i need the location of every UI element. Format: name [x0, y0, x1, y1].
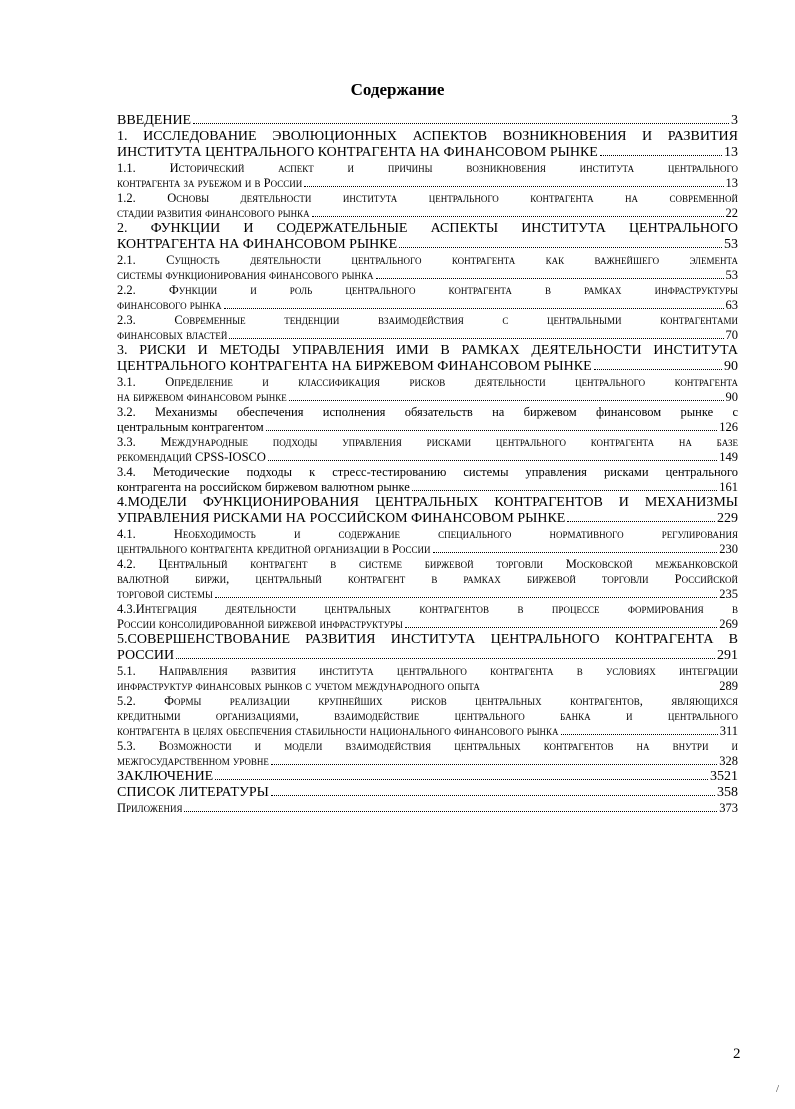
toc-entry-page: 373 — [719, 801, 738, 815]
toc-leader-dots — [224, 307, 724, 309]
toc-leader-dots — [289, 399, 724, 401]
toc-entry-line: 5.3. Возможности и модели взаимодействия центральных контрагентов на внутри и — [117, 739, 738, 753]
table-of-contents — [117, 113, 738, 816]
toc-entry[interactable] — [117, 129, 738, 161]
toc-leader-dots — [399, 246, 722, 248]
toc-entry[interactable] — [117, 739, 738, 769]
toc-entry-title: ИНСТИТУТА ЦЕНТРАЛЬНОГО КОНТРАГЕНТА НА ФИНАНСОВОМ РЫНКЕ — [117, 145, 598, 160]
toc-entry-page: 3 — [731, 113, 738, 128]
toc-entry-title: системы функционирования финансового рынка — [117, 268, 374, 282]
toc-entry-line: 4.МОДЕЛИ ФУНКЦИОНИРОВАНИЯ ЦЕНТРАЛЬНЫХ КОНТРАГЕНТОВ И МЕХАНИЗМЫ — [117, 495, 738, 510]
toc-entry[interactable] — [117, 253, 738, 283]
toc-entry-page: 291 — [717, 648, 738, 663]
toc-entry-line: валютной биржи, центральный контрагент в рамках биржевой торговли Российской — [117, 572, 738, 586]
toc-entry-line: 1.2. Основы деятельности института центрального контрагента на современной — [117, 191, 738, 205]
toc-entry-title: УПРАВЛЕНИЯ РИСКАМИ НА РОССИЙСКОМ ФИНАНСОВОМ РЫНКЕ — [117, 511, 566, 526]
toc-entry-page: 289 — [719, 679, 738, 693]
toc-entry-page: 161 — [719, 480, 738, 494]
toc-leader-dots — [433, 551, 718, 553]
toc-entry[interactable] — [117, 694, 738, 739]
toc-entry-title: центрального контрагента кредитной организации в России — [117, 542, 431, 556]
toc-leader-dots — [215, 596, 717, 598]
toc-entry-title: финансового рынка — [117, 298, 222, 312]
toc-leader-dots — [405, 626, 717, 628]
toc-leader-dots — [312, 215, 724, 217]
toc-leader-dots — [271, 763, 717, 765]
toc-entry[interactable] — [117, 557, 738, 602]
toc-leader-dots — [215, 778, 708, 780]
toc-entry-title: России консолидированной биржевой инфраструктуры — [117, 617, 403, 631]
toc-entry-title: ЦЕНТРАЛЬНОГО КОНТРАГЕНТА НА БИРЖЕВОМ ФИНАНСОВОМ РЫНКЕ — [117, 359, 592, 374]
toc-leader-dots — [561, 733, 718, 735]
toc-leader-dots — [176, 657, 715, 659]
toc-entry-title: контрагента на российском биржевом валютном рынке — [117, 480, 410, 494]
toc-entry[interactable] — [117, 465, 738, 495]
toc-entry-title: Приложения — [117, 801, 183, 815]
page-number: 2 — [733, 1046, 741, 1062]
toc-entry-page: 22 — [725, 206, 738, 220]
toc-entry-page: 90 — [725, 390, 738, 404]
toc-entry-line: 2.1. Сущность деятельности центрального контрагента как важнейшего элемента — [117, 253, 738, 267]
toc-entry[interactable] — [117, 801, 738, 816]
toc-entry-page: 63 — [725, 298, 738, 312]
toc-leader-dots — [268, 459, 717, 461]
toc-entry-line: 5.1. Направления развития института центрального контрагента в условиях интеграции — [117, 664, 738, 678]
toc-leader-dots — [482, 689, 717, 690]
toc-entry-line: 4.1. Необходимость и содержание специального нормативного регулирования — [117, 527, 738, 541]
toc-entry-line: 4.2. Центральный контрагент в системе биржевой торговли Московской межбанковской — [117, 557, 738, 571]
toc-entry-line: 5.СОВЕРШЕНСТВОВАНИЕ РАЗВИТИЯ ИНСТИТУТА ЦЕНТРАЛЬНОГО КОНТРАГЕНТА В — [117, 632, 738, 647]
toc-leader-dots — [271, 794, 715, 796]
toc-entry-title: ВВЕДЕНИЕ — [117, 113, 192, 128]
toc-entry-page: 269 — [719, 617, 738, 631]
toc-entry[interactable] — [117, 602, 738, 632]
toc-entry-page: 70 — [725, 328, 738, 342]
toc-entry[interactable] — [117, 375, 738, 405]
toc-entry-page: 230 — [719, 542, 738, 556]
toc-entry[interactable] — [117, 405, 738, 435]
toc-entry-title: торговой системы — [117, 587, 213, 601]
toc-entry[interactable] — [117, 113, 738, 129]
toc-entry-title: на биржевом финансовом рынке — [117, 390, 287, 404]
toc-entry[interactable] — [117, 283, 738, 313]
toc-entry-title: СПИСОК ЛИТЕРАТУРЫ — [117, 785, 269, 800]
toc-leader-dots — [594, 368, 722, 370]
toc-entry-line: 3.4. Методические подходы к стресс-тестированию системы управления рисками центрального — [117, 465, 738, 479]
page-title: Содержание — [350, 80, 445, 99]
toc-leader-dots — [304, 185, 723, 187]
toc-entry-title: ЗАКЛЮЧЕНИЕ — [117, 769, 214, 784]
toc-entry-title: инфраструктур финансовых рынков с учетом международного опыта — [117, 679, 480, 693]
toc-entry[interactable] — [117, 221, 738, 253]
toc-entry-line: 4.3.Интеграция деятельности центральных контрагентов в процессе формирования в — [117, 602, 738, 616]
toc-leader-dots — [229, 337, 723, 339]
toc-entry-title: финансовых властей — [117, 328, 228, 342]
toc-entry-page: 235 — [719, 587, 738, 601]
toc-entry-page: 311 — [719, 724, 738, 738]
toc-entry[interactable] — [117, 161, 738, 191]
toc-entry-page: 328 — [719, 754, 738, 768]
toc-entry-line: кредитными организациями, взаимодействие центрального банка и центрального — [117, 709, 738, 723]
toc-entry-title: контрагента в целях обеспечения стабильности национального финансового рынка — [117, 724, 559, 738]
toc-entry-page: 126 — [719, 420, 738, 434]
toc-entry-title: контрагента за рубежом и в России — [117, 176, 303, 190]
toc-entry-line: 2.2. Функции и роль центрального контрагента в рамках инфраструктуры — [117, 283, 738, 297]
toc-entry-page: 53 — [724, 237, 738, 252]
toc-entry-page: 3521 — [710, 769, 738, 784]
toc-entry-line: 2.3. Современные тенденции взаимодействия с центральными контрагентами — [117, 313, 738, 327]
toc-entry[interactable] — [117, 191, 738, 221]
toc-entry-line: 3.3. Международные подходы управления рисками центрального контрагента на базе — [117, 435, 738, 449]
toc-entry-page: 229 — [717, 511, 738, 526]
toc-leader-dots — [376, 277, 724, 279]
toc-leader-dots — [266, 429, 718, 431]
toc-entry-page: 358 — [717, 785, 738, 800]
toc-entry[interactable] — [117, 527, 738, 557]
toc-entry-title: КОНТРАГЕНТА НА ФИНАНСОВОМ РЫНКЕ — [117, 237, 398, 252]
toc-entry-line: 3.1. Определение и классификация рисков деятельности центрального контрагента — [117, 375, 738, 389]
toc-entry-line: 3.2. Механизмы обеспечения исполнения обязательств на биржевом финансовом рынке с — [117, 405, 738, 419]
toc-entry-page: 90 — [724, 359, 738, 374]
toc-entry[interactable] — [117, 785, 738, 801]
toc-entry-page: 53 — [725, 268, 738, 282]
corner-mark: / — [776, 1083, 780, 1095]
toc-entry[interactable] — [117, 313, 738, 343]
toc-leader-dots — [184, 810, 717, 812]
toc-entry-title: межгосударственном уровне — [117, 754, 269, 768]
toc-entry-title: центральным контрагентом — [117, 420, 264, 434]
toc-leader-dots — [193, 122, 729, 124]
toc-entry[interactable] — [117, 769, 738, 785]
toc-entry[interactable] — [117, 664, 738, 694]
toc-leader-dots — [600, 154, 722, 156]
toc-entry-line: 1.1. Исторический аспект и причины возникновения института центрального — [117, 161, 738, 175]
toc-leader-dots — [567, 520, 715, 522]
toc-entry-title: стадии развития финансового рынка — [117, 206, 310, 220]
toc-entry-title: рекомендаций CPSS-IOSCO — [117, 450, 266, 464]
toc-entry-line: 2. ФУНКЦИИ И СОДЕРЖАТЕЛЬНЫЕ АСПЕКТЫ ИНСТИТУТА ЦЕНТРАЛЬНОГО — [117, 221, 738, 236]
toc-entry[interactable] — [117, 632, 738, 664]
toc-leader-dots — [412, 489, 717, 491]
toc-entry-page: 13 — [725, 176, 738, 190]
toc-entry-page: 13 — [724, 145, 738, 160]
toc-entry-line: 3. РИСКИ И МЕТОДЫ УПРАВЛЕНИЯ ИМИ В РАМКАХ ДЕЯТЕЛЬНОСТИ ИНСТИТУТА — [117, 343, 738, 358]
toc-entry[interactable] — [117, 343, 738, 375]
toc-entry-line: 5.2. Формы реализации крупнейших рисков центральных контрагентов, являющихся — [117, 694, 738, 708]
toc-entry-title: РОССИИ — [117, 648, 175, 663]
toc-entry-page: 149 — [719, 450, 738, 464]
toc-entry[interactable] — [117, 495, 738, 527]
toc-entry-line: 1. ИССЛЕДОВАНИЕ ЭВОЛЮЦИОННЫХ АСПЕКТОВ ВОЗНИКНОВЕНИЯ И РАЗВИТИЯ — [117, 129, 738, 144]
toc-entry[interactable] — [117, 435, 738, 465]
